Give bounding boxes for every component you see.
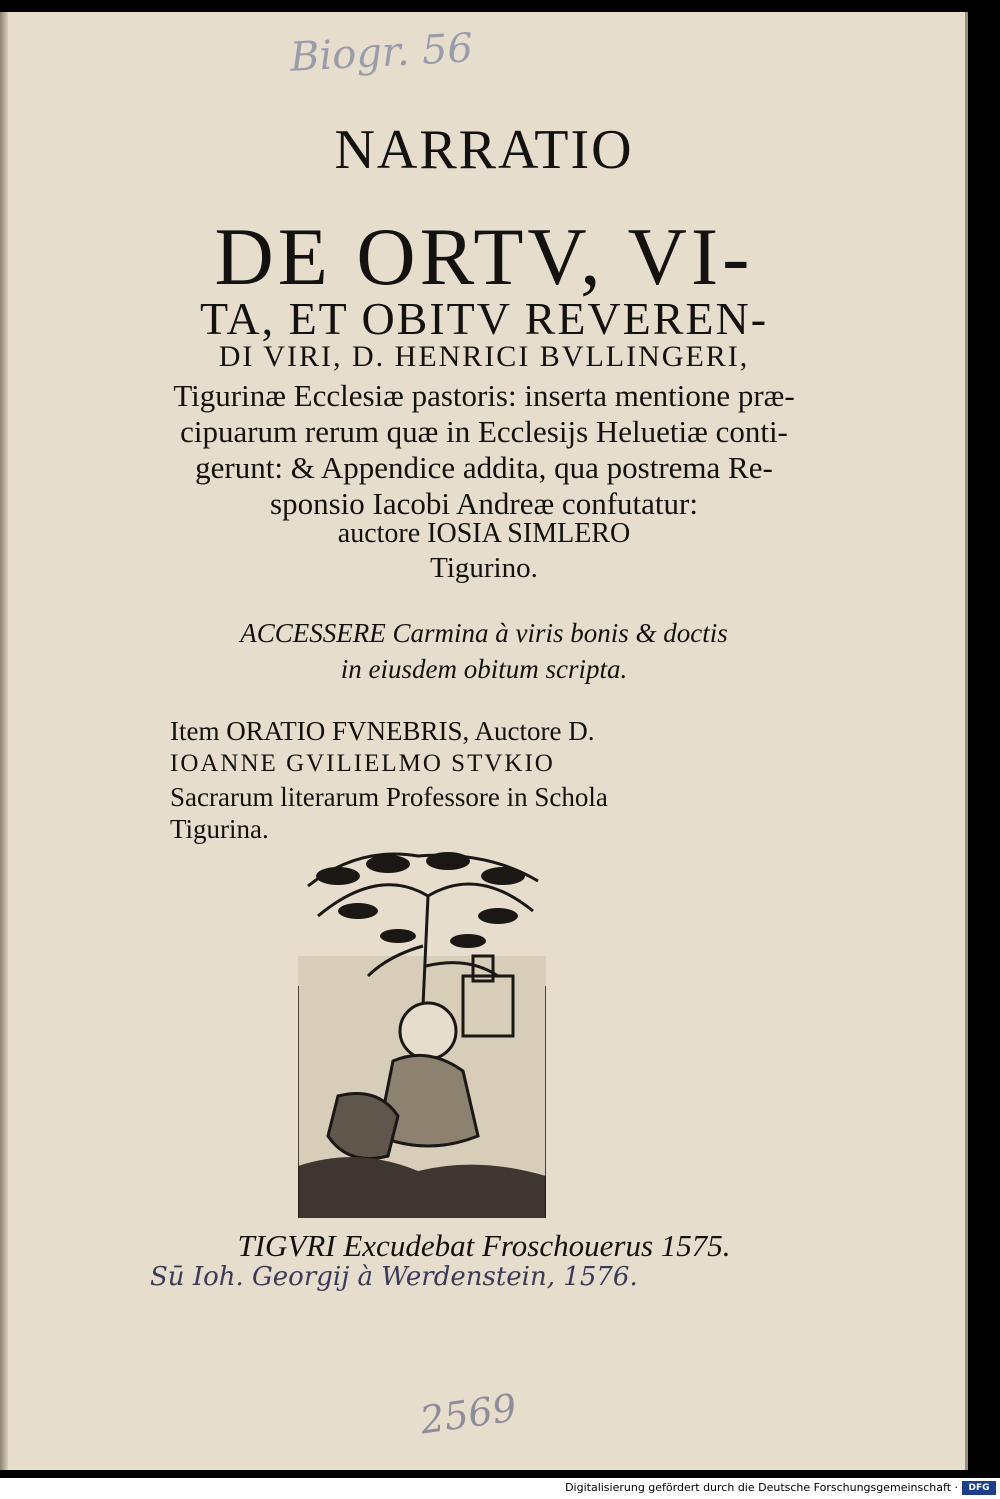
author-origin: Tigurino. [430,552,538,584]
item-line-1: Item ORATIO FVNEBRIS, Auctore D. [170,716,595,746]
scan-edge [968,12,1000,1470]
shelfmark-handwritten: Biogr. 56 [288,25,475,81]
woodcut-tree-figure-icon [298,836,546,1218]
title-line-7: gerunt: & Appendice addita, qua postrema Re- [195,450,773,485]
item-line-3: Sacrarum literarum Professore in Schola [170,782,608,812]
author-line: auctore IOSIA SIMLERO [337,518,631,549]
bottom-handwritten-number: 2569 [417,1385,520,1443]
digitization-footer [0,1478,1000,1499]
dfg-logo-icon: DFG [962,1481,996,1495]
title-line-8: sponsio Iacobi Andreæ confutatur: [270,486,698,521]
item-line-4: Tigurina. [170,814,269,844]
footer-text: Digitalisierung gefördert durch die Deutsche Forschungsgemeinschaft · [565,1481,958,1494]
item-line-2: IOANNE GVILIELMO STVKIO [170,750,555,777]
imprint-line: TIGVRI Excudebat Froschouerus 1575. [237,1228,731,1263]
title-line-6: cipuarum rerum quæ in Ecclesijs Heluetiæ conti- [180,414,788,449]
title-line-2: DE ORTV, VI- [214,211,754,302]
accessere-line-2: in eiusdem obitum scripta. [340,654,628,684]
title-line-5: Tigurinæ Ecclesiæ pastoris: inserta mentione præ- [173,378,795,413]
title-line-1: NARRATIO [334,119,634,181]
accessere-line-1: ACCESSERE Carmina à viris bonis & doctis [240,618,728,648]
title-line-4: DI VIRI, D. HENRICI BVLLINGERI, [218,340,750,373]
provenance-handwritten: Sū Ioh. Georgij à Werdenstein, 1576. [150,1262,638,1292]
title-line-3: TA, ET OBITV REVEREN- [199,293,769,344]
